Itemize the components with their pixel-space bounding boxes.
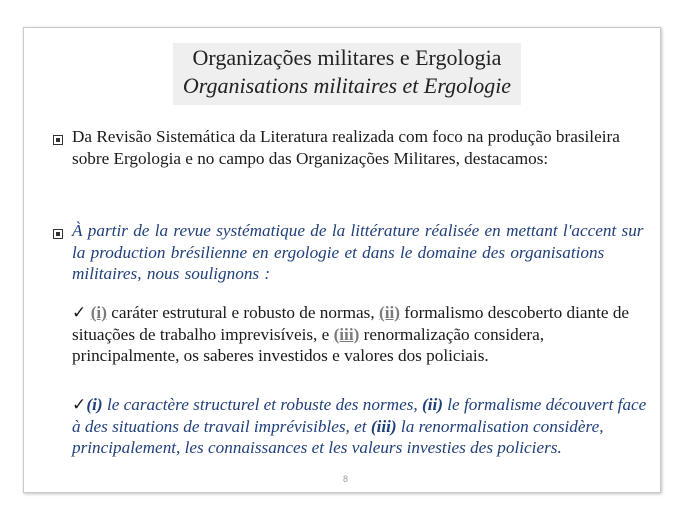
text-i: le caractère structurel et robuste des normes, bbox=[102, 395, 422, 414]
check-icon: ✓ bbox=[72, 395, 87, 414]
text-iii: la renormalisation considère, principalement, les connaissances et les valeurs investies des policiers. bbox=[72, 416, 604, 457]
marker-iii: (iii) bbox=[333, 324, 360, 344]
marker-i: (i) bbox=[86, 395, 103, 414]
square-bullet-icon bbox=[53, 135, 63, 145]
sublist-portuguese bbox=[72, 302, 644, 367]
bullet-french: À partir de la revue systématique de la littérature réalisée en mettant l'accent sur la production brésilienne en ergologie et dans le domaine des organisations militaires, nous soulignons : bbox=[72, 221, 644, 283]
marker-iii: (iii) bbox=[370, 416, 397, 436]
page-number: 8 bbox=[343, 474, 349, 484]
marker-i: (i) bbox=[90, 303, 107, 322]
text-i: caráter estrutural e robusto de normas, bbox=[106, 303, 379, 322]
text-ii: formalismo descoberto diante de situações de trabalho imprevisíveis, e bbox=[72, 303, 630, 344]
slide bbox=[23, 27, 661, 493]
check-icon: ✓ bbox=[72, 303, 87, 322]
marker-ii: (ii) bbox=[421, 395, 443, 414]
sublist-french bbox=[72, 394, 652, 459]
marker-ii: (ii) bbox=[378, 303, 400, 322]
title-portuguese: Organizações militares e Ergologia bbox=[192, 45, 502, 70]
text-ii: le formalisme découvert face à des situations de travail imprévisibles, et bbox=[72, 395, 647, 436]
bullet-portuguese: Da Revisão Sistemática da Literatura realizada com foco na produção brasileira sobre Ergologia e no campo das Organizações Militares, destacamos: bbox=[72, 127, 620, 168]
title-french: Organisations militaires et Ergologie bbox=[182, 73, 512, 98]
title-box bbox=[173, 43, 521, 105]
square-bullet-icon bbox=[53, 229, 63, 239]
text-iii: renormalização considera, principalmente, os saberes investidos e valores dos policiais. bbox=[72, 324, 545, 365]
